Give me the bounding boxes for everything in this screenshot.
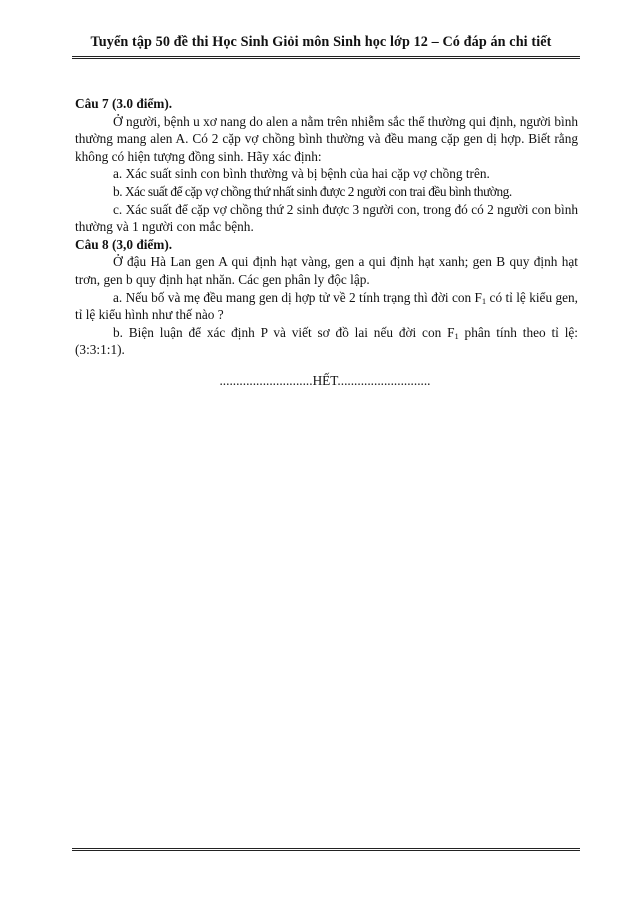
f1-subscript: 1 (481, 295, 487, 306)
question-7-title: Câu 7 (3.0 điểm). (75, 96, 173, 111)
question-8-title: Câu 8 (3,0 điểm). (75, 236, 173, 252)
document-body (75, 95, 578, 359)
question-8-part-b-text-end: phân tính theo tỉ lệ: (3:3:1:1). (75, 324, 578, 358)
question-7-part-c: c. Xác suất để cặp vợ chồng thứ 2 sinh được 3 người con, trong đó có 2 người con bình thường và 1 người con mắc bệnh. (75, 201, 578, 235)
question-8-part-a-text-end: có tỉ lệ kiểu gen, tỉ lệ kiểu hình như thế nào ? (75, 289, 578, 323)
end-marker: ............................HẾT............................ (219, 373, 431, 388)
f1-subscript: 1 (454, 330, 459, 341)
question-8-part-b-text-start: b. Biện luận để xác định P và viết sơ đồ lai nếu đời con F (113, 324, 455, 340)
question-7-intro: Ở người, bệnh u xơ nang do alen a nằm trên nhiễm sắc thể thường qui định, người bình thường mang alen A. Có 2 cặp vợ chồng bình thường và đều mang cặp gen dị hợp. Biết rằng không có hiện tượng đồng sinh. Hãy xác định: (75, 113, 578, 164)
question-8-part-b (75, 324, 578, 359)
question-7-part-a: a. Xác suất sinh con bình thường và bị bệnh của hai cặp vợ chồng trên. (113, 166, 490, 182)
footer-divider (72, 848, 580, 851)
page-header-title: Tuyển tập 50 đề thi Học Sinh Giỏi môn Sinh học lớp 12 – Có đáp án chi tiết (90, 34, 552, 50)
question-8-part-a-text-start: a. Nếu bố và mẹ đều mang gen dị hợp tử về 2 tính trạng thì đời con F (113, 289, 482, 305)
question-8-part-a (75, 289, 578, 324)
question-7-part-b: b. Xác suất để cặp vợ chồng thứ nhất sinh được 2 người con trai đều bình thường. (113, 183, 512, 199)
question-8-intro: Ở đậu Hà Lan gen A qui định hạt vàng, gen a qui định hạt xanh; gen B quy định hạt trơn, gen b quy định hạt nhăn. Các gen phân ly độc lập. (75, 254, 578, 287)
header-divider (72, 56, 580, 59)
